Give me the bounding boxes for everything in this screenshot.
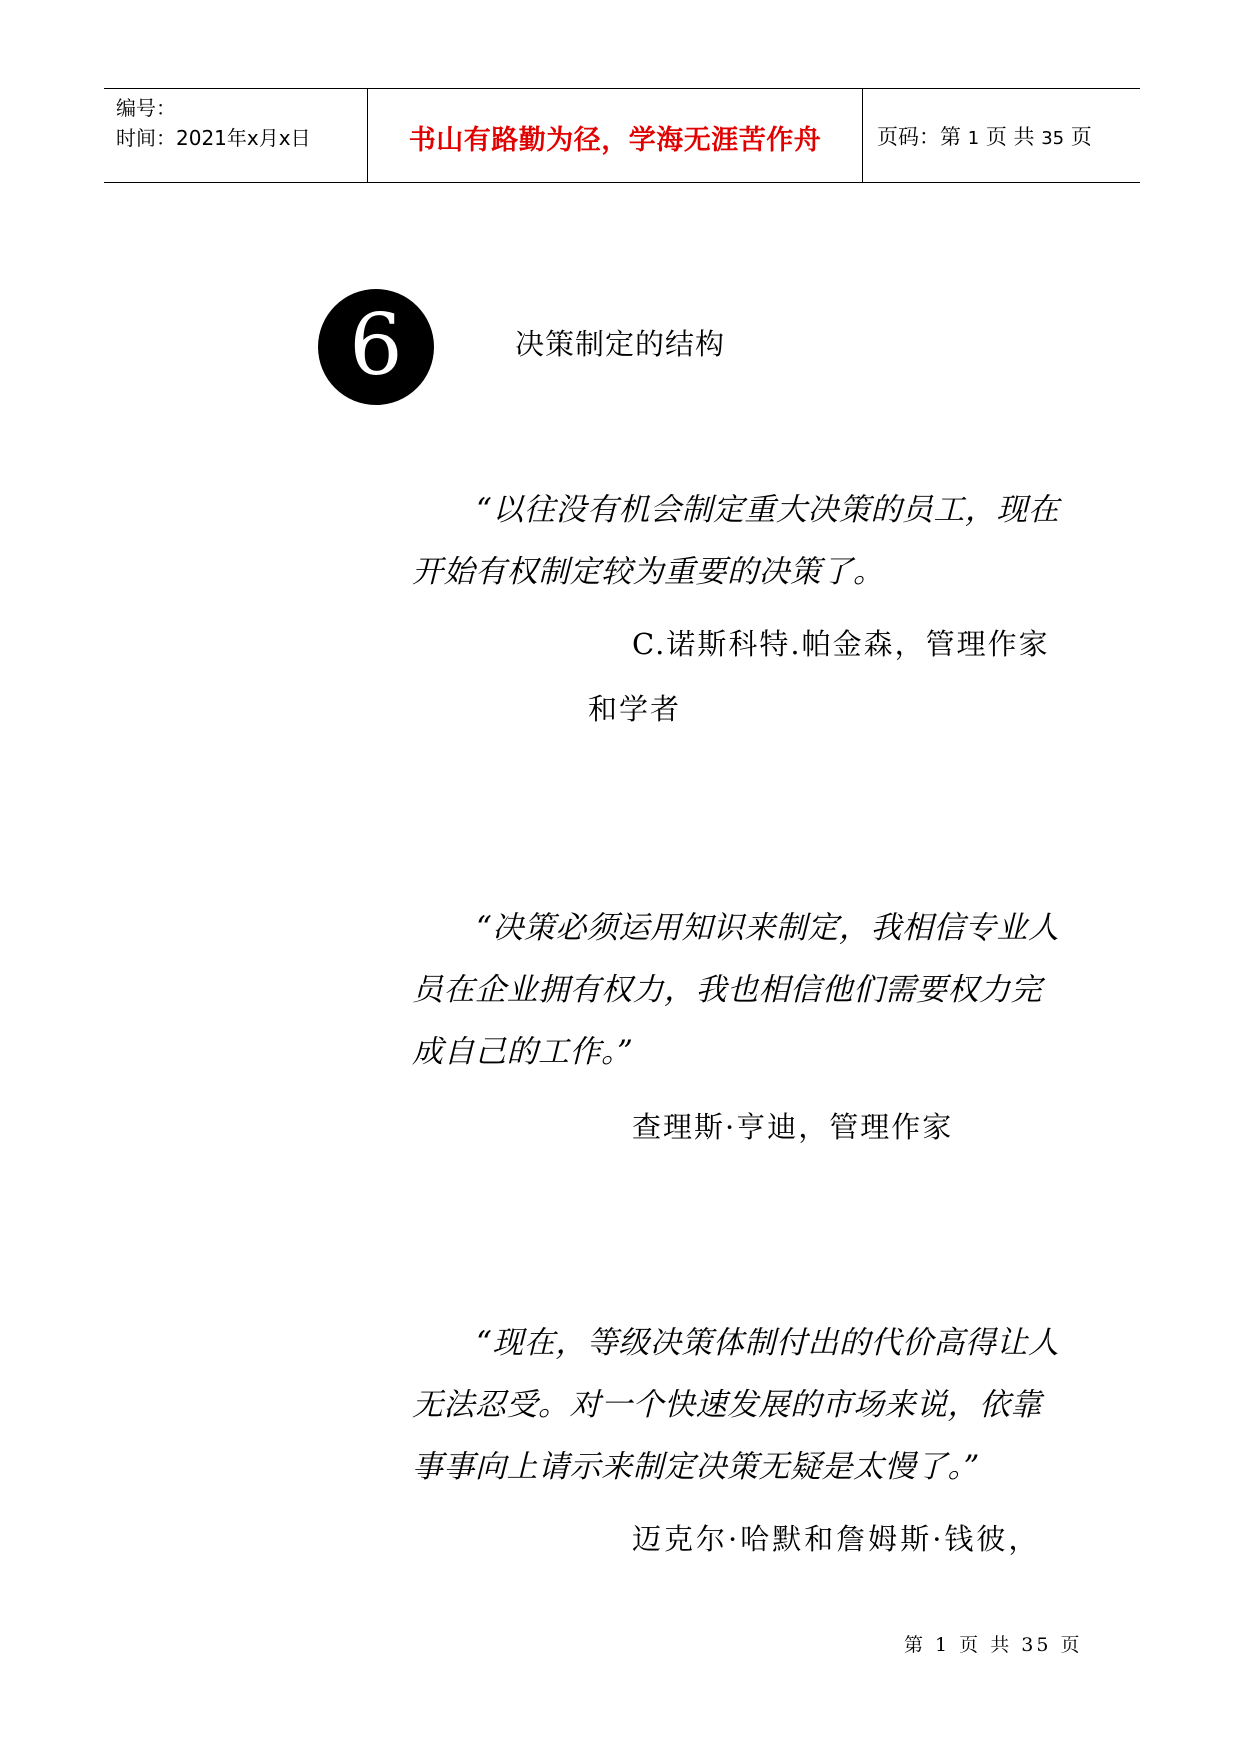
- time-label: 时间：2021年x月x日: [116, 126, 311, 150]
- quote-attribution-continued: 和学者: [588, 692, 682, 726]
- quote-text: “决策必须运用知识来制定，我相信专业人员在企业拥有权力，我也相信他们需要权力完成自己的工作。”: [412, 910, 1060, 1070]
- page-prefix: 页码：第: [877, 124, 961, 149]
- header-meta-cell: [104, 89, 368, 182]
- quote-text: “现在，等级决策体制付出的代价高得让人无法忍受。对一个快速发展的市场来说，依靠事事向上请示来制定决策无疑是太慢了。”: [412, 1325, 1060, 1485]
- page-suffix: 页: [1070, 124, 1092, 149]
- quote-attribution: C.诺斯科特.帕金森，管理作家: [632, 627, 1050, 661]
- chapter-number-badge: [318, 289, 434, 405]
- motto: 书山有路勤为径，学海无涯苦作舟: [408, 125, 822, 156]
- header-page-cell: [863, 89, 1140, 182]
- page-total: 35: [1041, 127, 1065, 149]
- quote-text: “以往没有机会制定重大决策的员工，现在开始有权制定较为重要的决策了。: [412, 492, 1060, 590]
- quote-attribution: 迈克尔·哈默和詹姆斯·钱彼，: [632, 1522, 1041, 1556]
- page-info: [877, 121, 1092, 151]
- page-mid: 页 共: [985, 124, 1035, 149]
- page-header: [104, 88, 1140, 183]
- page-number: 1: [967, 127, 980, 149]
- chapter-number: 6: [349, 296, 403, 394]
- header-motto-cell: [368, 89, 863, 182]
- page-footer: 第 1 页 共 35 页: [904, 1634, 1083, 1656]
- chapter-title: 决策制定的结构: [515, 327, 726, 361]
- quote-attribution: 查理斯·亨迪，管理作家: [632, 1110, 954, 1144]
- serial-label: 编号：: [116, 96, 176, 120]
